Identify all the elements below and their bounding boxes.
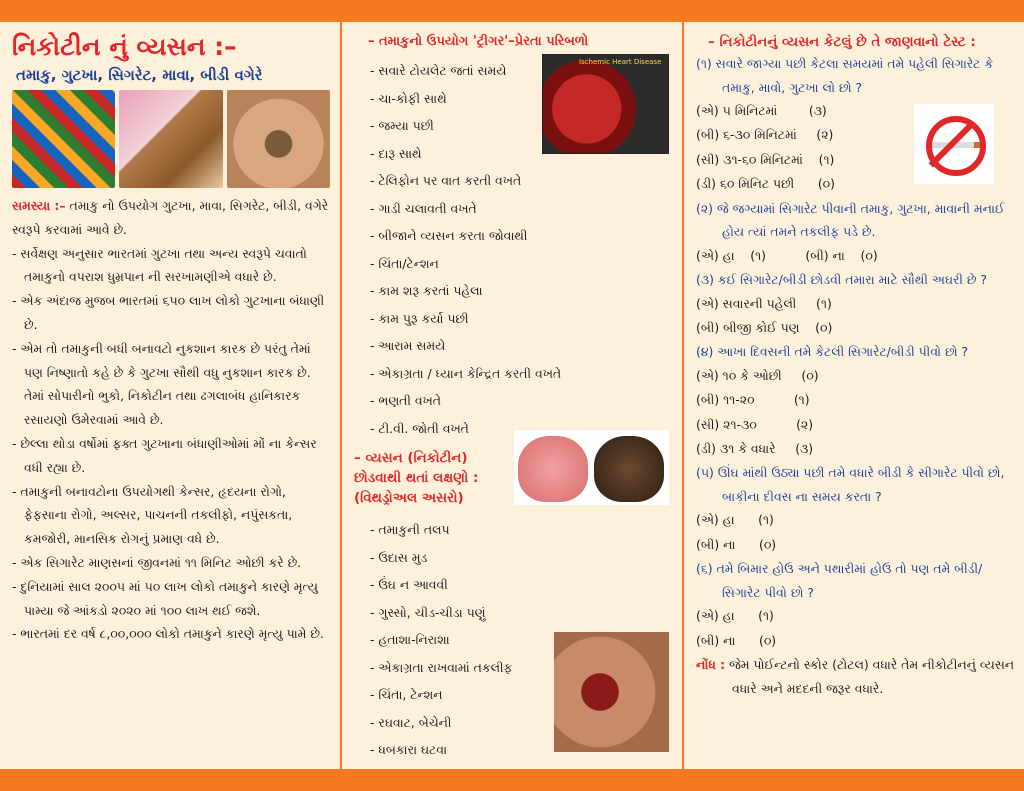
- option: (એ) હા (૧): [696, 608, 774, 624]
- list-item: - છેલ્લા થોડા વર્ષોમાં ફક્ત ગુટખાના બંધાણીઓમાં મોં ના કેન્સર વધી રહ્યા છે.: [12, 435, 317, 475]
- panel-nicotine-addiction: [0, 22, 340, 769]
- list-item: - ધબકારા ઘટવા: [370, 736, 674, 764]
- products-subtitle: તમાકુ, ગુટખા, સિગરેટ, માવા, બીડી વગેરે: [16, 66, 263, 84]
- list-item: - ગુસ્સો, ચીડ-ચીડા પણું: [370, 599, 674, 627]
- list-item: - બીજાને વ્યસન કરતા જોવાથી: [370, 222, 674, 250]
- list-item: - તમાકુની બનાવટોના ઉપયોગથી કેન્સર, હૃદયના રોગો, ફેફસાના રોગો, અલ્સર, પાચનની તકલીફો, નપુંસકતા, કમજોરી, માનસિક રોગનું પ્રમાણ વધે છે.: [12, 483, 293, 547]
- option: (સી) ૨૧-૩૦ (૨): [696, 416, 814, 432]
- list-item: - દારૂ સાથે: [370, 140, 674, 168]
- list-item: - એક અંદાજ મુજબ ભારતમાં ૬૫૦ લાખ લોકો ગુટખાના બંધાણી છે.: [12, 293, 325, 332]
- question-1: (૧) સવારે જાગ્યા પછી કેટલા સમયમાં તમે પહેલી સિગારેટ કે તમાકુ, માવો, ગુટખા લો છો ?: [696, 56, 994, 95]
- question-3: (૩) કઈ સિગારેટ/બીડી છોડવી તમારા માટે સૌથી અઘરી છે ?: [696, 272, 987, 288]
- list-item: - ચા-કોફી સાથે: [370, 85, 674, 113]
- no-smoking-icon: [914, 104, 994, 184]
- panel-triggers: [342, 22, 682, 769]
- list-item: - ચિંતા/ટેન્શન: [370, 250, 674, 278]
- note-label: નોંધ :: [696, 657, 726, 673]
- list-item: - એકાગ્રતા રાખવામાં તકલીફ: [370, 654, 674, 682]
- option: (બી) ૧૧-૨૦ (૧): [696, 392, 810, 408]
- withdrawal-heading: – વ્યસન (નિકોટીન) છોડવાથી થતાં લક્ષણો : (વિથડ્રોઅલ અસરો): [354, 450, 479, 506]
- list-item: - જમ્યા પછી: [370, 112, 674, 140]
- option: (બી) ના (૦): [696, 536, 777, 552]
- list-item: - ભણતી વખતે: [370, 387, 674, 415]
- list-item: - ભારતમાં દર વર્ષ ૮,૦૦,૦૦૦ લોકો તમાકુને કારણે મૃત્યુ પામે છે.: [12, 626, 324, 642]
- option: (બી) બીજી કોઈ પણ (૦): [696, 319, 833, 335]
- list-item: - ઉદાસ મુડ: [370, 544, 674, 572]
- panel-addiction-test: [684, 22, 1024, 769]
- top-orange-band: [0, 0, 1024, 22]
- list-item: - તમાકુની તલપ: [370, 516, 674, 544]
- list-item: - ઉંઘ ન આવવી: [370, 571, 674, 599]
- option: (એ) હા (૧): [696, 512, 774, 528]
- option: (બી) ના (૦): [696, 632, 777, 648]
- question-2: (૨) જે જગ્યામાં સિગારેટ પીવાની તમાકુ, ગુટખા, માવાની મનાઈ હોય ત્યાં તમને તકલીફ પડે છે.: [696, 200, 1005, 240]
- bidi-bundle-image: [119, 90, 222, 188]
- option: (એ) સવારની પહેલી (૧): [696, 295, 832, 311]
- problem-section: [12, 194, 330, 646]
- healthy-lung-icon: [518, 436, 588, 502]
- list-item: - રઘવાટ, બેચેની: [370, 709, 674, 737]
- bottom-orange-band: [0, 769, 1024, 791]
- list-item: - ટી.વી. જોતી વખતે: [370, 415, 674, 443]
- option: (ડી) ૩૧ કે વધારે (૩): [696, 441, 814, 457]
- list-item: - કામ પુરૂ કર્યા પછી: [370, 305, 674, 333]
- option: (ડી) ૬૦ મિનિટ પછી (૦): [696, 176, 835, 192]
- triggers-heading: – તમાકુનો ઉપયોગ 'ટ્રીગર'–પ્રેરતા પરિબળો: [368, 34, 589, 49]
- question-4: (૪) આખા દિવસની તમે કેટલી સિગારેટ/બીડી પીવો છો ?: [696, 344, 969, 360]
- option: (એ) ૧૦ કે ઓછી (૦): [696, 367, 819, 383]
- tobacco-in-hand-image: [227, 90, 330, 188]
- problem-text: તમાકુ નો ઉપયોગ ગુટખા, માવા, સિગરેટ, બીડી, વગેરે સ્વરૂપે કરવામાં આવે છે.: [12, 198, 329, 237]
- list-item: - ગાડી ચલાવતી વખતે: [370, 195, 674, 223]
- lungs-comparison-image: [514, 430, 669, 505]
- list-item: - સર્વેક્ષણ અનુસાર ભારતમાં ગુટખા તથા અન્ય સ્વરૂપે ચવાતો તમાકુનો વપરાશ ધુમ્રપાન ની સરખામણીએ વધારે છે.: [12, 245, 307, 285]
- list-item: - હતાશા-નિરાશા: [370, 626, 674, 654]
- tobacco-photos: [12, 90, 330, 188]
- question-6: (૬) તમે બિમાર હોઉ અને પથારીમાં હોઉ તો પણ તમે બીડી/સિગારેટ પીવો છો ?: [696, 561, 983, 600]
- list-item: - સવારે ટોયલેટ જતાં સમયે: [370, 57, 674, 85]
- test-heading: – નિકોટીનનું વ્યસન કેટલું છે તે જાણવાનો ટેસ્ટ :: [708, 34, 976, 50]
- option: (બી) ૬-૩૦ મિનિટમાં (૨): [696, 127, 834, 143]
- smoker-lung-icon: [594, 436, 664, 502]
- list-item: - એમ તો તમાકુની બધી બનાવટો નુકશાન કારક છે પરંતુ તેમાં પણ નિષ્ણાતો કહે છે કે ગુટખા સૌથી વધુ નુકશાન કારક છે. તેમાં સોપારીનો ભુકો, નિકોટીન તથા ઢગલાબંધ હાનિકારક રસાયણો ઉમેરવામાં આવે છે.: [12, 340, 311, 428]
- option: (એ) ૫ મિનિટમાં (૩): [696, 103, 827, 118]
- problem-label: સમસ્યા :–: [12, 198, 66, 213]
- gutkha-packets-image: [12, 90, 115, 188]
- question-5: (૫) ઊંઘ માંથી ઉઠ્યા પછી તમે વધારે બીડી કે સીગારેટ પીવો છો, બાકીના દીવસ ના સમય કરતા ?: [696, 465, 1005, 504]
- option: (સી) ૩૧-૬૦ મિનિટમાં (૧): [696, 151, 835, 167]
- mouth-cancer-image: [554, 632, 669, 752]
- list-item: - એકાગ્રતા / ધ્યાન કેન્દ્રિત કરતી વખતે: [370, 360, 674, 388]
- note-text: જેમ પોઈન્ટનો સ્કોર (ટોટલ) વધારે તેમ નીકોટીનનું વ્યસન વધારે અને મદદની જરૂર વધારે.: [725, 657, 1014, 696]
- list-item: - દુનિયામાં સાલ ૨૦૦૫ માં ૫૦ લાખ લોકો તમાકુને કારણે મૃત્યુ પામ્યા જે આંકડો ૨૦૨૦ માં ૧૦૦ લાખ થઈ જશે.: [12, 578, 318, 618]
- list-item: - કામ શરૂ કરતાં પહેલા: [370, 277, 674, 305]
- list-item: - ટેલિફોન પર વાત કરતી વખતે: [370, 167, 674, 195]
- heart-disease-image: Ischemic Heart Disease: [542, 54, 669, 154]
- option: (એ) હા (૧) (બી) ના (૦): [696, 247, 878, 263]
- list-item: - ચિંતા, ટેન્શન: [370, 681, 674, 709]
- list-item: - એક સિગારેટ માણસનાં જીવનમાં ૧૧ મિનિટ ઓછી કરે છે.: [12, 554, 302, 570]
- score-note: [696, 653, 1016, 700]
- list-item: - આરામ સમયે: [370, 332, 674, 360]
- page-title: નિકોટીન નું વ્યસન :–: [12, 32, 237, 61]
